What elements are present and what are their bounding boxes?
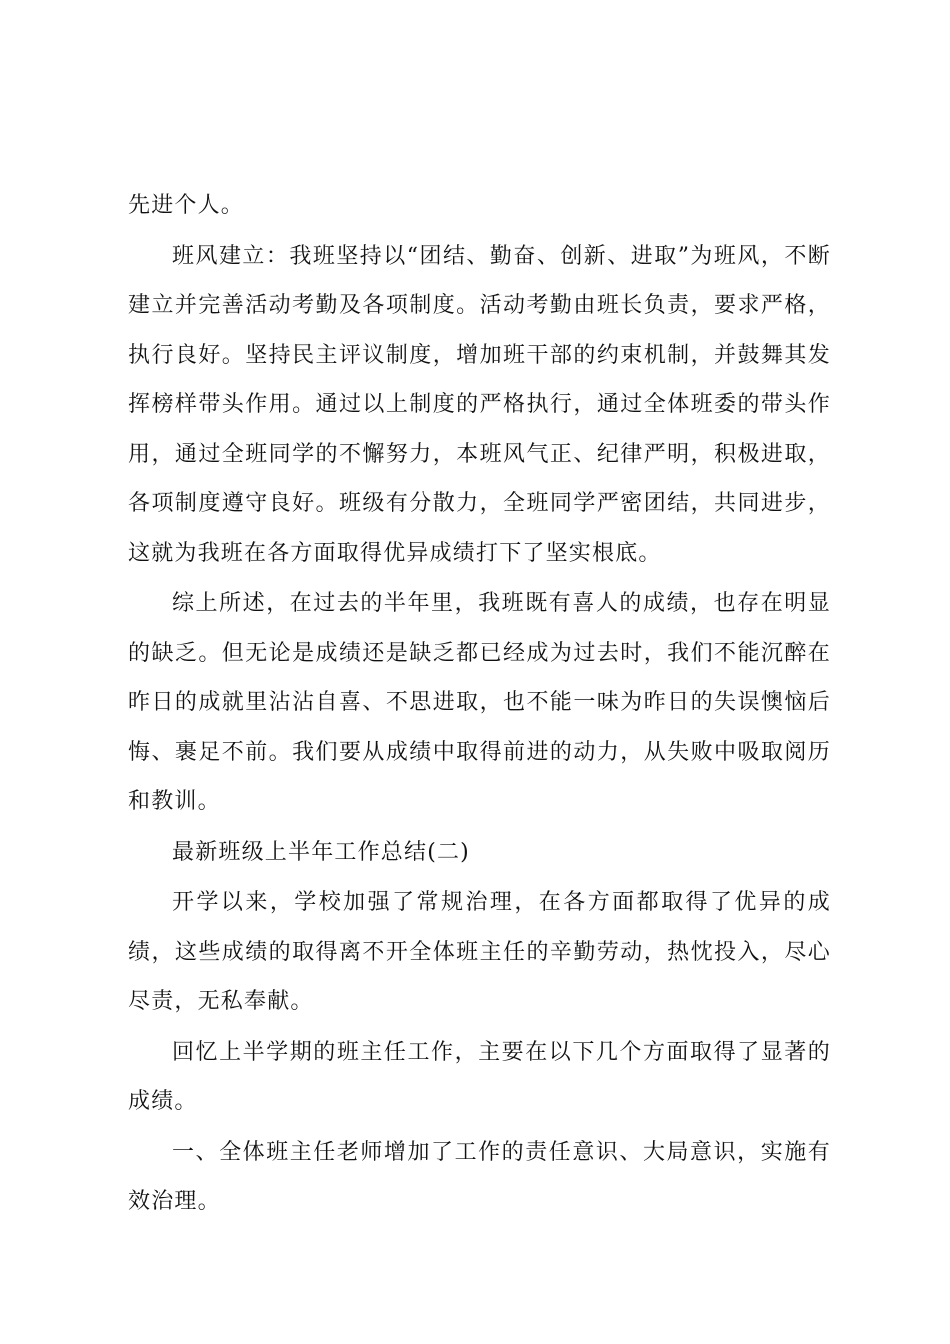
paragraph-intro: 开学以来，学校加强了常规治理，在各方面都取得了优异的成绩，这些成绩的取得离不开全体班主任的辛勤劳动，热忱投入，尽心尽责，无私奉献。 bbox=[128, 890, 831, 1014]
paragraph-class-style: 班风建立：我班坚持以“团结、勤奋、创新、进取”为班风，不断建立并完善活动考勤及各项制度。活动考勤由班长负责，要求严格，执行良好。坚持民主评议制度，增加班干部的约束机制，并鼓舞其发挥榜样带头作用。通过以上制度的严格执行，通过全体班委的带头作用，通过全班同学的不懈努力，本班风气正、纪律严明，积极进取，各项制度遵守良好。班级有分散力，全班同学严密团结，共同进步，这就为我班在各方面取得优异成绩打下了坚实根底。 bbox=[128, 243, 831, 566]
paragraph-point-one: 一、全体班主任老师增加了工作的责任意识、大局意识，实施有效治理。 bbox=[128, 1139, 831, 1214]
document-body bbox=[128, 181, 831, 1227]
paragraph-continuation: 先进个人。 bbox=[128, 193, 245, 218]
paragraph-review: 回忆上半学期的班主任工作，主要在以下几个方面取得了显著的成绩。 bbox=[128, 1039, 831, 1114]
section-heading: 最新班级上半年工作总结(二) bbox=[172, 839, 470, 865]
paragraph-summary: 综上所述，在过去的半年里，我班既有喜人的成绩，也存在明显的缺乏。但无论是成绩还是缺乏都已经成为过去时，我们不能沉醉在昨日的成就里沾沾自喜、不思进取，也不能一味为昨日的失误懊恼后悔、裹足不前。我们要从成绩中取得前进的动力，从失败中吸取阅历和教训。 bbox=[128, 591, 831, 814]
